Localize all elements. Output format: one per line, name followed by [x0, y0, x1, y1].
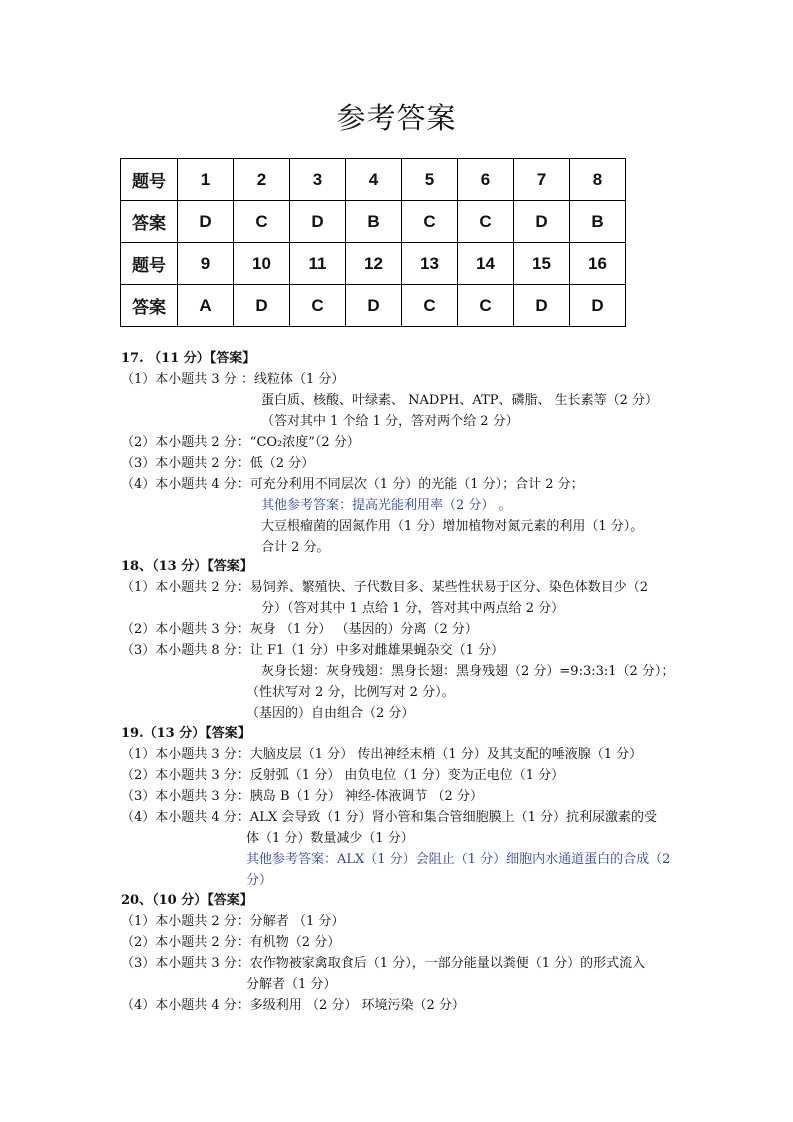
row-header-cell: 题号: [121, 159, 178, 201]
q18-heading: 18、（13 分）【答案】: [121, 559, 253, 574]
table-cell: A: [178, 285, 234, 327]
q17-line: （3）本小题共 2 分：低（2 分）: [121, 456, 315, 471]
table-cell: 16: [570, 243, 626, 285]
table-cell: D: [346, 285, 402, 327]
q17-line: （4）本小题共 4 分：可充分利用不同层次（1 分）的光能（1 分）；合计 2 分；: [121, 477, 584, 492]
q20-line: 分解者（1 分）: [246, 977, 337, 992]
table-cell: C: [290, 285, 346, 327]
table-cell: B: [346, 201, 402, 243]
q17-line: 合计 2 分。: [261, 540, 330, 555]
q20-heading: 20、（10 分）【答案】: [121, 893, 253, 908]
q20-line: （3）本小题共 3 分：农作物被家禽取食后（1 分），一部分能量以粪便（1 分）的形式流入: [121, 956, 646, 971]
table-cell: C: [234, 201, 290, 243]
q20-line: （2）本小题共 2 分：有机物（2 分）: [121, 935, 341, 950]
table-cell: 7: [514, 159, 570, 201]
row-header-cell: 题号: [121, 243, 178, 285]
table-cell: 3: [290, 159, 346, 201]
answer-table: [120, 158, 626, 327]
q18-line: （性状写对 2 分，比例写对 2 分）。: [246, 685, 455, 700]
table-cell: 13: [402, 243, 458, 285]
q17-line: 蛋白质、核酸、叶绿素、 NADPH、ATP、磷脂、 生长素等（2 分）: [261, 393, 659, 408]
q17-line: （1）本小题共 3 分 ：线粒体（1 分）: [121, 372, 345, 387]
table-cell: D: [290, 201, 346, 243]
q18-line: 分）（答对其中 1 点给 1 分，答对其中两点给 2 分）: [261, 601, 565, 616]
table-cell: 12: [346, 243, 402, 285]
table-cell: 2: [234, 159, 290, 201]
q17-line: （答对其中 1 个给 1 分，答对两个给 2 分）: [261, 414, 519, 429]
q19-line: 体（1 分）数量减少（1 分）: [246, 831, 414, 846]
row-header-cell: 答案: [121, 201, 178, 243]
q17-line: （2）本小题共 2 分：“CO₂浓度”（2 分）: [121, 435, 360, 450]
q17-heading: 17. （11 分）【答案】: [121, 351, 256, 366]
table-cell: 5: [402, 159, 458, 201]
q19-line: （4）本小题共 4 分：ALX 会导致（1 分）肾小管和集合管细胞膜上（1 分）抗利尿激素的受: [121, 810, 658, 825]
q20-line: （4）本小题共 4 分：多级利用 （2 分） 环境污染（2 分）: [121, 998, 465, 1013]
answer-table-row: [121, 159, 626, 201]
q19-heading: [121, 725, 251, 743]
page-title: 参考答案: [336, 101, 457, 135]
q19-heading-text: 19.（13 分）【答案】: [121, 726, 251, 741]
q19-line: （3）本小题共 3 分：胰岛 B（1 分） 神经-体液调节 （2 分）: [121, 789, 483, 804]
table-cell: 11: [290, 243, 346, 285]
table-cell: 10: [234, 243, 290, 285]
q20-line: （1）本小题共 2 分：分解者 （1 分）: [121, 914, 345, 929]
table-cell: B: [570, 201, 626, 243]
q19-alt-answer: 分）: [246, 873, 273, 888]
table-cell: C: [458, 285, 514, 327]
table-cell: D: [178, 201, 234, 243]
table-cell: C: [402, 201, 458, 243]
q19-alt-answer: 其他参考答案：ALX（1 分）会阻止（1 分）细胞内水通道蛋白的合成（2: [246, 852, 671, 867]
q18-line: （1）本小题共 2 分：易饲养、繁殖快、子代数目多、某些性状易于区分、染色体数目少（2: [121, 580, 649, 595]
table-cell: C: [402, 285, 458, 327]
table-cell: 1: [178, 159, 234, 201]
table-cell: 8: [570, 159, 626, 201]
row-header-cell: 答案: [121, 285, 178, 327]
answer-table-row: [121, 201, 626, 243]
q19-line: （2）本小题共 3 分：反射弧（1 分） 由负电位（1 分）变为正电位（1 分）: [121, 768, 565, 783]
table-cell: 4: [346, 159, 402, 201]
q18-line: （3）本小题共 8 分：让 F1（1 分）中多对雌雄果蝇杂交（1 分）: [121, 643, 505, 658]
table-cell: 6: [458, 159, 514, 201]
q19-line: （1）本小题共 3 分：大脑皮层（1 分） 传出神经末梢（1 分）及其支配的唾液腺（1 分）: [121, 747, 643, 762]
table-cell: D: [570, 285, 626, 327]
table-cell: 9: [178, 243, 234, 285]
table-cell: 15: [514, 243, 570, 285]
table-cell: C: [458, 201, 514, 243]
q17-alt-answer: 其他参考答案：提高光能利用率（2 分） 。: [261, 498, 512, 513]
table-cell: 14: [458, 243, 514, 285]
answer-table-row: [121, 285, 626, 327]
q18-line: 灰身长翅：灰身残翅：黑身长翅：黑身残翅（2 分）=9:3:3:1（2 分）；: [261, 664, 675, 679]
table-cell: D: [514, 201, 570, 243]
q18-line: （基因的）自由组合（2 分）: [246, 706, 415, 721]
q17-line: 大豆根瘤菌的固氮作用（1 分）增加植物对氮元素的利用（1 分）。: [261, 519, 644, 534]
table-cell: D: [234, 285, 290, 327]
answer-table-row: [121, 243, 626, 285]
q18-line: （2）本小题共 3 分：灰身 （1 分） （基因的）分离（2 分）: [121, 622, 478, 637]
table-cell: D: [514, 285, 570, 327]
